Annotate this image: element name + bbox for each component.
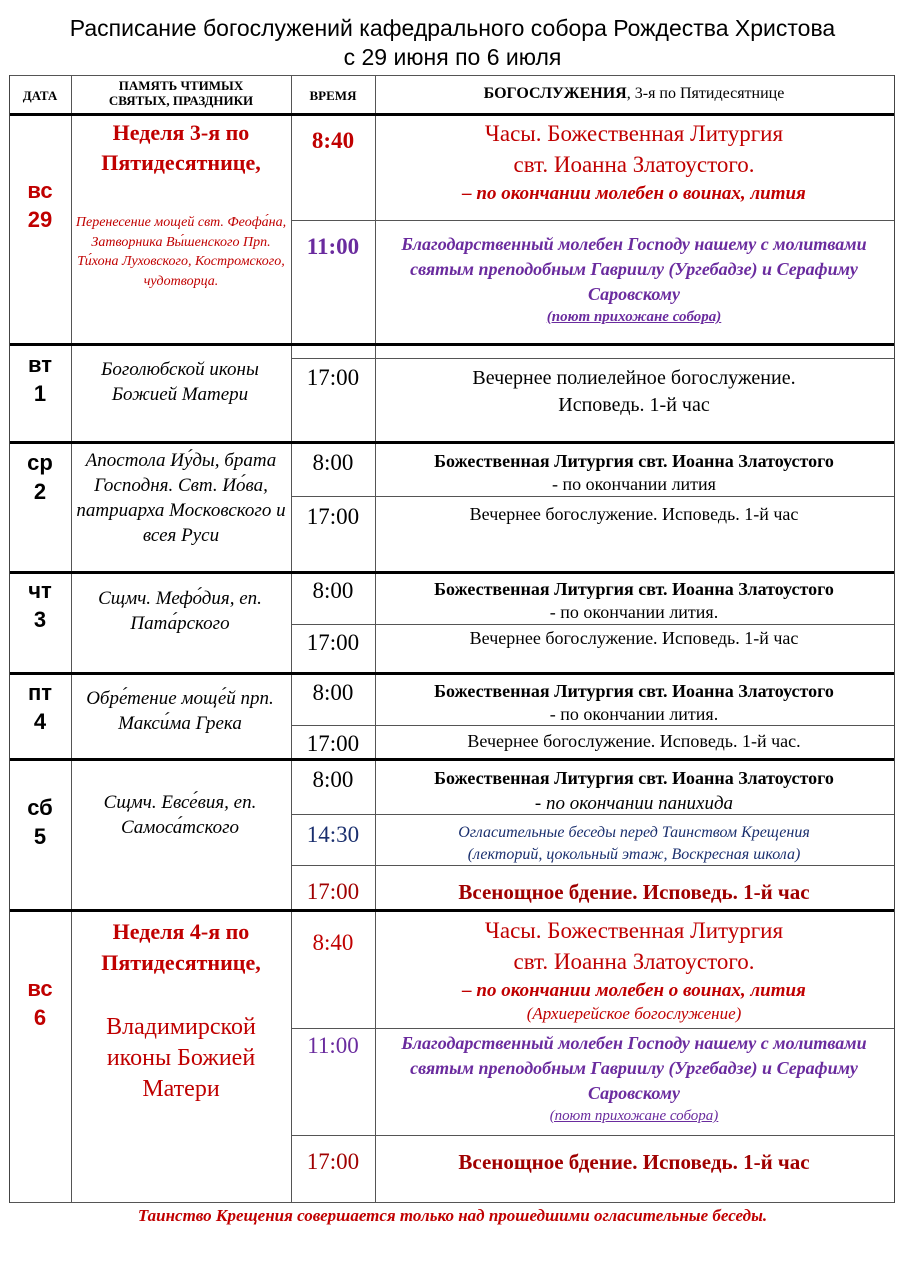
service-line: Огласительные беседы перед Таинством Крещения <box>458 824 810 841</box>
day-of-week: пт <box>27 680 53 705</box>
service-description: Всенощное бдение. Исповедь. 1-й час <box>458 1150 810 1174</box>
title-line-1: Расписание богослужений кафедрального собора Рождества Христова <box>69 15 836 41</box>
service-note: (Архиерейское богослужение) <box>526 1004 742 1023</box>
footer-note: Таинство Крещения совершается только над прошедшими огласительные беседы. <box>137 1206 768 1225</box>
day-fri4 <box>10 678 70 736</box>
service-description <box>398 1031 870 1126</box>
service-time: 17:00 <box>306 879 360 904</box>
day-thu3 <box>10 576 70 634</box>
day-of-week: вс <box>27 178 53 203</box>
saints-commemoration: Апостола Иу́ды, брата Господня. Свт. Ио́ва, патриарха Московского и всея Руси <box>76 450 286 546</box>
day-of-week: вт <box>27 352 52 377</box>
service-line: Часы. Божественная Литургия <box>484 121 784 146</box>
day-wed2 <box>10 448 70 506</box>
service-line: Божественная Литургия свт. Иоанна Златоустого <box>434 451 834 471</box>
day-number: 29 <box>27 207 53 232</box>
day-number: 1 <box>33 381 47 406</box>
header-services <box>376 85 892 103</box>
service-time: 11:00 <box>306 234 360 259</box>
day-tue1 <box>10 350 70 408</box>
service-time: 14:30 <box>306 822 360 847</box>
service-description <box>376 118 892 208</box>
service-description <box>376 822 892 866</box>
service-description <box>376 450 892 496</box>
service-time: 8:00 <box>312 450 354 475</box>
service-text: Благодарственный молебен Господу нашему с молитвами святым преподобным Гавриилу (Ургебадзе) и Серафиму Саровскому <box>401 1033 867 1103</box>
day-number: 3 <box>33 607 47 632</box>
service-note: – по окончании молебен о воинах, лития <box>462 980 806 1001</box>
service-line: Исповедь. 1-й час <box>558 394 710 416</box>
saints-commemoration: Обре́тение моще́й прп. Макси́ма Грека <box>86 688 274 734</box>
service-note: (поют прихожане собора) <box>549 1108 719 1124</box>
day-number: 4 <box>33 709 47 734</box>
service-line: - по окончании панихида <box>534 793 734 814</box>
service-line: Божественная Литургия свт. Иоанна Златоустого <box>434 768 834 788</box>
service-description <box>376 915 892 1023</box>
service-description <box>376 578 892 624</box>
service-line: Вечернее полиелейное богослужение. <box>472 367 796 389</box>
service-description <box>376 365 892 419</box>
feast-title: Неделя 3-я по Пятидесятнице, <box>101 120 261 175</box>
service-description <box>376 766 892 816</box>
service-description <box>398 232 870 327</box>
service-time: 17:00 <box>306 504 360 529</box>
title-line-2: с 29 июня по 6 июля <box>343 44 562 70</box>
service-time: 11:00 <box>307 1033 359 1058</box>
header-services-bold: БОГОСЛУЖЕНИЯ <box>483 85 627 102</box>
saints-commemoration: Сщмч. Евсе́вия, еп. Самоса́тского <box>103 792 257 838</box>
service-line: свт. Иоанна Златоустого. <box>513 152 755 177</box>
day-sat5 <box>10 793 70 851</box>
service-description: Всенощное бдение. Исповедь. 1-й час <box>458 880 810 904</box>
service-time: 8:00 <box>312 578 354 603</box>
saints-commemoration: Перенесение мощей свт. Феофа́на, Затворника Вы́шенского Прп. Ти́хона Луховского, Костромского, чудотворца. <box>75 215 287 289</box>
service-time: 17:00 <box>306 731 360 756</box>
service-line: Божественная Литургия свт. Иоанна Златоустого <box>434 579 834 599</box>
page-title <box>0 14 905 72</box>
service-line: Часы. Божественная Литургия <box>484 918 784 943</box>
service-line: (лекторий, цокольный этаж, Воскресная школа) <box>467 846 801 863</box>
header-services-rest: , 3-я по Пятидесятнице <box>626 85 785 102</box>
service-line: - по окончании лития. <box>549 704 719 724</box>
day-of-week: вс <box>27 976 53 1001</box>
header-date: ДАТА <box>22 88 58 103</box>
day-number: 2 <box>33 479 47 504</box>
service-description: Вечернее богослужение. Исповедь. 1-й час <box>469 504 799 524</box>
icon-feast: Владимирской иконы Божией Матери <box>106 1014 256 1102</box>
day-sun6 <box>10 974 70 1032</box>
service-line: свт. Иоанна Златоустого. <box>513 949 755 974</box>
service-note: – по окончании молебен о воинах, лития <box>462 183 806 204</box>
day-number: 5 <box>33 824 47 849</box>
saints-commemoration: Боголюбской иконы Божией Матери <box>101 359 259 405</box>
day-of-week: сб <box>27 795 53 820</box>
service-text: Благодарственный молебен Господу нашему с молитвами святым преподобным Гавриилу (Ургебадзе) и Серафиму Саровскому <box>401 234 867 304</box>
day-number: 6 <box>33 1005 47 1030</box>
service-description <box>376 680 892 726</box>
service-time: 17:00 <box>306 365 360 390</box>
service-description: Вечернее богослужение. Исповедь. 1-й час. <box>467 731 801 751</box>
day-of-week: чт <box>28 578 52 603</box>
service-line: - по окончании лития <box>552 474 716 494</box>
service-note: (поют прихожане собора) <box>546 309 722 325</box>
service-line: - по окончании лития. <box>549 602 719 622</box>
day-sun29 <box>10 176 70 234</box>
feast-title: Неделя 4-я по Пятидесятнице, <box>101 919 261 975</box>
service-time: 8:40 <box>311 128 355 153</box>
service-time: 8:40 <box>312 930 354 955</box>
service-description: Вечернее богослужение. Исповедь. 1-й час <box>469 628 799 648</box>
service-time: 8:00 <box>312 680 354 705</box>
header-saints: ПАМЯТЬ ЧТИМЫХ СВЯТЫХ, ПРАЗДНИКИ <box>108 78 254 108</box>
service-time: 8:00 <box>312 767 354 792</box>
service-line: Божественная Литургия свт. Иоанна Златоустого <box>434 681 834 701</box>
service-time: 17:00 <box>306 630 360 655</box>
day-of-week: ср <box>27 450 53 475</box>
saints-commemoration: Сщмч. Мефо́дия, еп. Пата́рского <box>98 588 262 634</box>
header-time: ВРЕМЯ <box>309 88 357 103</box>
service-time: 17:00 <box>306 1149 360 1174</box>
